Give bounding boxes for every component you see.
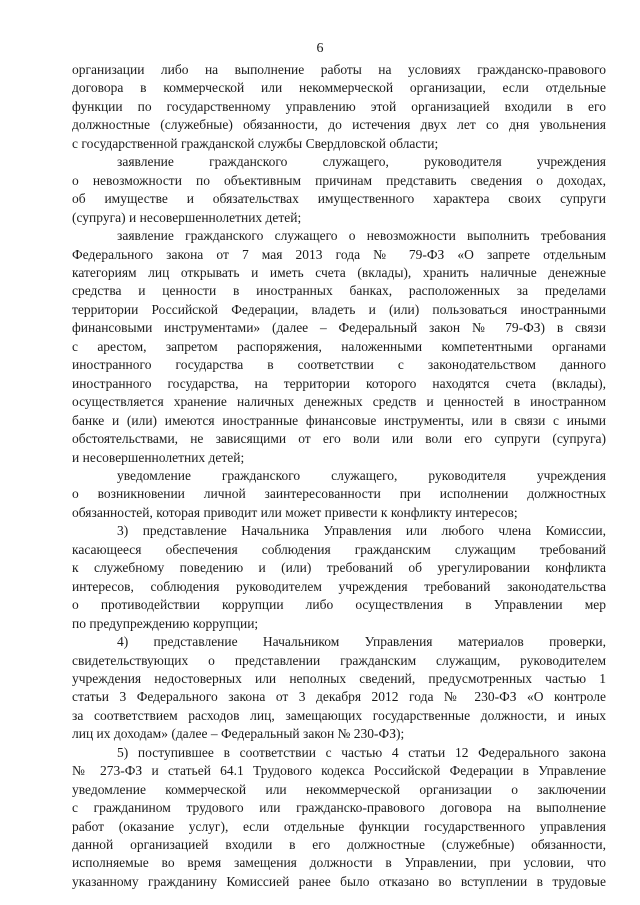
paragraph-6-line-2: свидетельствующих о представлении гражданским служащим, руководителем bbox=[72, 652, 606, 668]
page-number: 6 bbox=[316, 41, 324, 56]
paragraph-3-line-10: осуществляется хранение наличных денежных средств и ценностей в иностранном bbox=[72, 394, 606, 410]
paragraph-6-line-6: лиц их доходам» (далее – Федеральный закон № 230-ФЗ); bbox=[72, 726, 405, 742]
paragraph-7-line-2: № 273-ФЗ и статьей 64.1 Трудового кодекса Российской Федерации в Управление bbox=[72, 763, 606, 779]
paragraph-3-line-4: средства и ценности в иностранных банках, расположенных за пределами bbox=[72, 283, 606, 299]
paragraph-7-line-7: исполняемые во время замещения должности в Управлении, при условии, что bbox=[72, 855, 606, 871]
paragraph-6-line-1: 4) представление Начальником Управления материалов проверки, bbox=[117, 634, 606, 650]
paragraph-1-line-2: договора в коммерческой или некоммерческой организации, если отдельные bbox=[72, 80, 606, 96]
paragraph-1-line-1: организации либо на выполнение работы на условиях гражданско-правового bbox=[72, 62, 606, 77]
paragraph-7-line-5: работ (оказание услуг), если отдельные функции государственного управления bbox=[72, 818, 606, 834]
paragraph-5-line-2: касающееся обеспечения соблюдения гражданским служащим требований bbox=[72, 541, 606, 557]
paragraph-2-line-1: заявление гражданского служащего, руководителя учреждения bbox=[117, 154, 606, 170]
paragraph-5-line-3: к служебному поведению и (или) требований об урегулировании конфликта bbox=[72, 560, 606, 576]
paragraph-4-line-2: о возникновении личной заинтересованности при исполнении должностных bbox=[72, 486, 606, 502]
paragraph-3-line-1: заявление гражданского служащего о невозможности выполнить требования bbox=[117, 228, 606, 244]
paragraph-5-line-6: по предупреждению коррупции; bbox=[72, 615, 259, 631]
paragraph-1-line-5: с государственной гражданской службы Свердловской области; bbox=[72, 135, 439, 151]
paragraph-3-line-3: категориям лиц открывать и иметь счета (вклады), хранить наличные денежные bbox=[72, 264, 606, 280]
paragraph-3-line-9: иностранного государства, на территории которого находятся счета (вклады), bbox=[72, 375, 606, 391]
paragraph-7-line-6: данной организацией входили в его должностные (служебные) обязанности, bbox=[72, 837, 606, 853]
paragraph-3-line-8: иностранного государства в соответствии с законодательством данного bbox=[72, 357, 606, 373]
paragraph-4-line-1: уведомление гражданского служащего, руководителя учреждения bbox=[117, 467, 606, 483]
document-body bbox=[72, 61, 606, 891]
paragraph-7-line-1: 5) поступившее в соответствии с частью 4 статьи 12 Федерального закона bbox=[117, 744, 606, 760]
paragraph-3-line-11: банке и (или) имеются иностранные финансовые инструменты, или в связи с иными bbox=[72, 412, 606, 428]
paragraph-4-line-3: обязанностей, которая приводит или может привести к конфликту интересов; bbox=[72, 504, 518, 520]
paragraph-3-line-6: финансовыми инструментами» (далее – Федеральный закон № 79-ФЗ) в связи bbox=[72, 320, 606, 336]
paragraph-5-line-5: о противодействии коррупции либо осуществления в Управлении мер bbox=[72, 597, 606, 613]
paragraph-3-line-5: территории Российской Федерации, владеть и (или) пользоваться иностранными bbox=[72, 301, 606, 317]
paragraph-1-line-3: функции по государственному управлению этой организацией входили в его bbox=[72, 98, 606, 114]
paragraph-5-line-1: 3) представление Начальника Управления или любого члена Комиссии, bbox=[117, 523, 606, 539]
paragraph-3-line-12: обстоятельствами, не зависящими от его воли или воли его супруги (супруга) bbox=[72, 431, 606, 447]
paragraph-7-line-8: указанному гражданину Комиссией ранее было отказано во вступлении в трудовые bbox=[72, 873, 606, 889]
paragraph-2-line-4: (супруга) и несовершеннолетних детей; bbox=[72, 209, 302, 225]
paragraph-6-line-3: учреждения недостоверных или неполных сведений, предусмотренных частью 1 bbox=[72, 670, 606, 686]
paragraph-6-line-5: за соответствием расходов лиц, замещающих государственные должности, и иных bbox=[72, 707, 606, 723]
paragraph-1-line-4: должностные (служебные) обязанности, до истечения двух лет со дня увольнения bbox=[72, 117, 606, 133]
paragraph-2-line-2: о невозможности по объективным причинам представить сведения о доходах, bbox=[72, 172, 606, 188]
paragraph-6-line-4: статьи 3 Федерального закона от 3 декабря 2012 года № 230-ФЗ «О контроле bbox=[72, 689, 606, 705]
paragraph-3-line-7: с арестом, запретом распоряжения, наложенными компетентными органами bbox=[72, 338, 606, 354]
paragraph-2-line-3: об имуществе и обязательствах имущественного характера своих супруги bbox=[72, 191, 606, 207]
paragraph-7-line-3: уведомление коммерческой или некоммерческой организации о заключении bbox=[72, 781, 606, 797]
paragraph-5-line-4: интересов, соблюдения руководителем учреждения требований законодательства bbox=[72, 578, 606, 594]
paragraph-3-line-2: Федерального закона от 7 мая 2013 года № 79-ФЗ «О запрете отдельным bbox=[72, 246, 606, 262]
paragraph-7-line-4: с гражданином трудового или гражданско-правового договора на выполнение bbox=[72, 800, 606, 816]
paragraph-3-line-13: и несовершеннолетних детей; bbox=[72, 449, 245, 465]
